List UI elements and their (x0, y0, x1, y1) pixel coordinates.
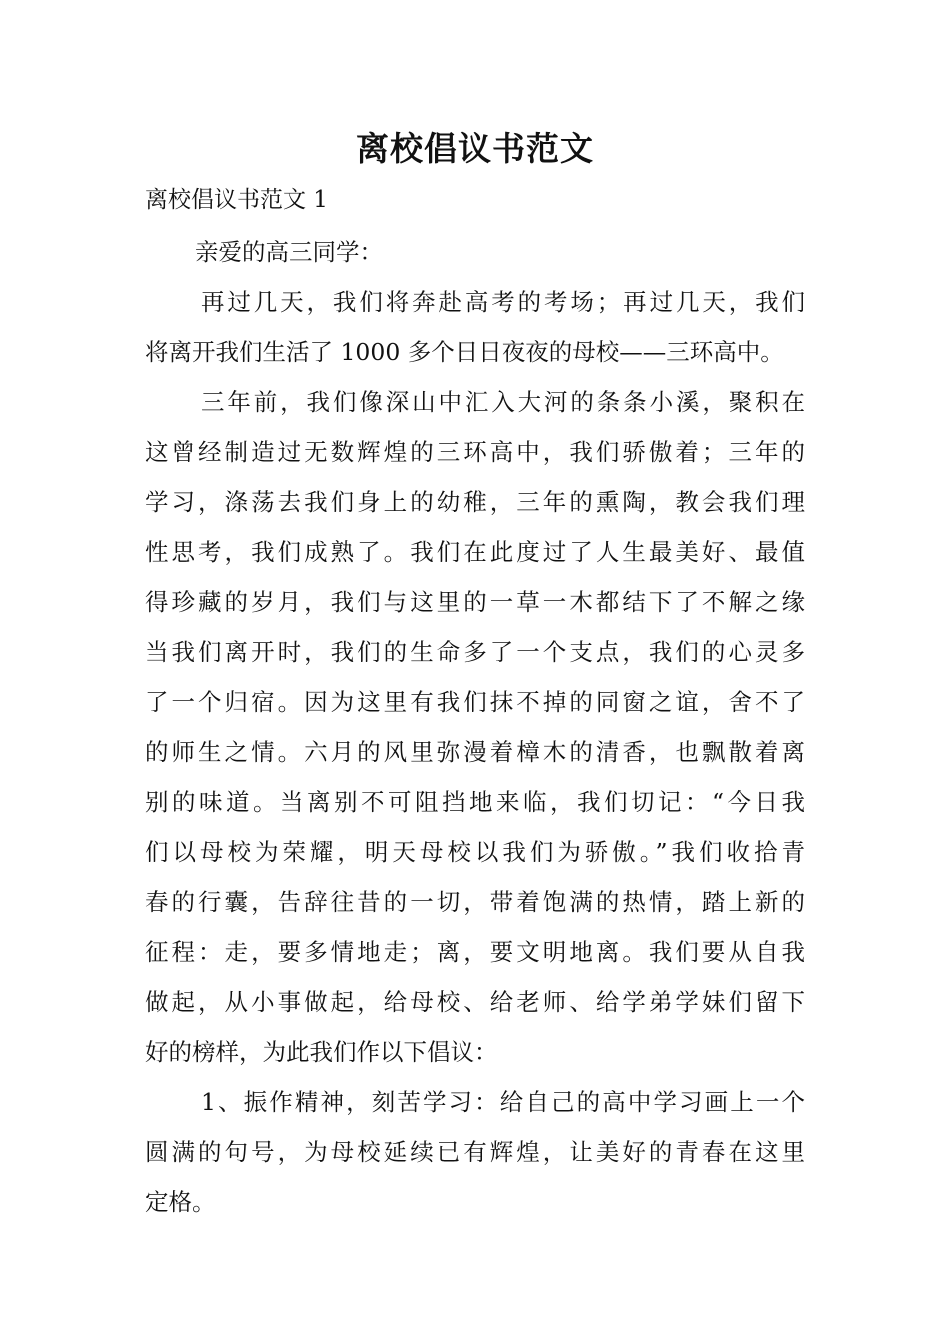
paragraph-line: 圆满的句号，为母校延续已有辉煌，让美好的青春在这里 (145, 1138, 805, 1166)
paragraph-line: 春的行囊，告辞往昔的一切，带着饱满的热情，踏上新的 (145, 888, 805, 916)
paragraph-line: 征程：走，要多情地走；离，要文明地离。我们要从自我 (145, 938, 805, 966)
paragraph-line: 做起，从小事做起，给母校、给老师、给学弟学妹们留下 (145, 988, 805, 1016)
salutation-line: 亲爱的高三同学： (195, 238, 383, 266)
paragraph-line: 得珍藏的岁月，我们与这里的一草一木都结下了不解之缘 (145, 588, 805, 616)
paragraph-line: 定格。 (145, 1188, 216, 1216)
document-body (145, 227, 805, 1227)
paragraph-line: 这曾经制造过无数辉煌的三环高中，我们骄傲着；三年的 (145, 438, 805, 466)
paragraph-line: 三年前，我们像深山中汇入大河的条条小溪，聚积在 (201, 388, 805, 416)
paragraph-line: 别的味道。当离别不可阻挡地来临，我们切记：“今日我 (145, 788, 805, 816)
paragraph-line: 当我们离开时，我们的生命多了一个支点，我们的心灵多 (145, 638, 805, 666)
paragraph-line: 1、振作精神，刻苦学习：给自己的高中学习画上一个 (201, 1088, 805, 1116)
paragraph-line: 的师生之情。六月的风里弥漫着樟木的清香，也飘散着离 (145, 738, 805, 766)
paragraph-line: 学习，涤荡去我们身上的幼稚，三年的熏陶，教会我们理 (145, 488, 805, 516)
paragraph-line: 们以母校为荣耀，明天母校以我们为骄傲。”我们收拾青 (145, 838, 805, 866)
document-title: 离校倡议书范文 (356, 129, 594, 168)
paragraph-line: 性思考，我们成熟了。我们在此度过了人生最美好、最值 (145, 538, 805, 566)
paragraph-line: 再过几天，我们将奔赴高考的考场；再过几天，我们 (201, 288, 805, 316)
paragraph-line: 了一个归宿。因为这里有我们抹不掉的同窗之谊，舍不了 (145, 688, 805, 716)
paragraph-line: 好的榜样，为此我们作以下倡议： (145, 1038, 498, 1066)
paragraph-line: 将离开我们生活了 1000 多个日日夜夜的母校——三环高中。 (145, 338, 784, 366)
document-subtitle: 离校倡议书范文 1 (145, 187, 328, 213)
